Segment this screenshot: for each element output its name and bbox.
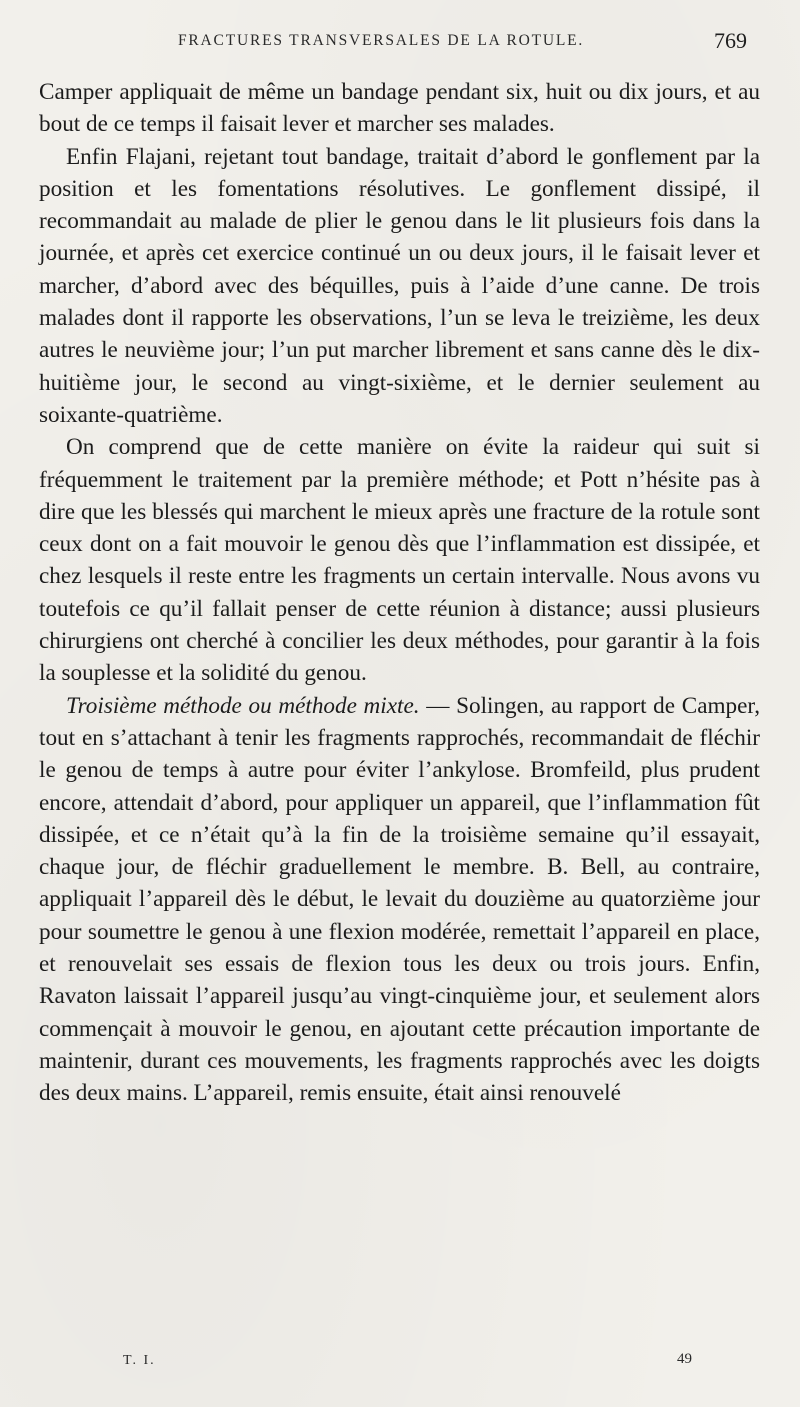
signature-mark: 49: [677, 1351, 692, 1367]
body-text: [39, 76, 760, 1110]
section-heading: Troisième méthode ou méthode mixte.: [66, 692, 420, 719]
paragraph: [39, 690, 760, 1110]
paragraph: Enfin Flajani, rejetant tout bandage, traitait d’abord le gonflement par la position et les fomentations résolutives. Le gonflement dissipé, il recommandait au malade de plier le genou dans le lit plusieurs fois dans la journée, et après cet exercice continué un ou deux jours, il le faisait lever et marcher, d’abord avec des béquilles, puis à l’aide d’une canne. De trois malades dont il rapporte les observations, l’un se leva le treizième, les deux autres le neuvième jour; l’un put marcher librement et sans canne dès le dix-huitième jour, le second au vingt-sixième, et le dernier seulement au soixante-quatrième.: [39, 143, 760, 428]
running-head: FRACTURES TRANSVERSALES DE LA ROTULE.: [178, 32, 585, 49]
paragraph: On comprend que de cette manière on évite la raideur qui suit si fréquemment le traitement par la première méthode; et Pott n’hésite pas à dire que les blessés qui marchent le mieux après une fracture de la rotule sont ceux dont on a fait mouvoir le genou dès que l’inflammation est dissipée, et chez lesquels il reste entre les fragments un certain intervalle. Nous avons vu toutefois ce qu’il fallait penser de cette réunion à distance; aussi plusieurs chirurgiens ont cherché à concilier les deux méthodes, pour garantir à la fois la souplesse et la solidité du genou.: [39, 434, 760, 687]
paragraph-text: — Solingen, au rapport de Camper, tout en s’attachant à tenir les fragments rapprochés, recommandait de fléchir le genou de temps à autre pour éviter l’ankylose. Bromfeild, plus prudent encore, attendait d’abord, pour appliquer un appareil, que l’inflammation fût dissipée, et ce n’était qu’à la fin de la troisième semaine qu’il essayait, chaque jour, de fléchir graduellement le membre. B. Bell, au contraire, appliquait l’appareil dès le début, le levait du douzième au quatorzième jour pour soumettre le genou à une flexion modérée, remettait l’appareil en place, et renouvelait ses essais de flexion tous les deux ou trois jours. Enfin, Ravaton laissait l’appareil jusqu’au vingt-cinquième jour, et seulement alors commençait à mouvoir le genou, en ajoutant cette précaution importante de maintenir, durant ces mouvements, les fragments rapprochés avec les doigts des deux mains. L’appareil, remis ensuite, était ainsi renouvelé: [39, 692, 760, 1107]
volume-mark: T. I.: [123, 1353, 156, 1368]
page-number: 769: [714, 28, 747, 53]
paragraph: Camper appliquait de même un bandage pendant six, huit ou dix jours, et au bout de ce temps il faisait lever et marcher ses malades.: [39, 79, 760, 138]
